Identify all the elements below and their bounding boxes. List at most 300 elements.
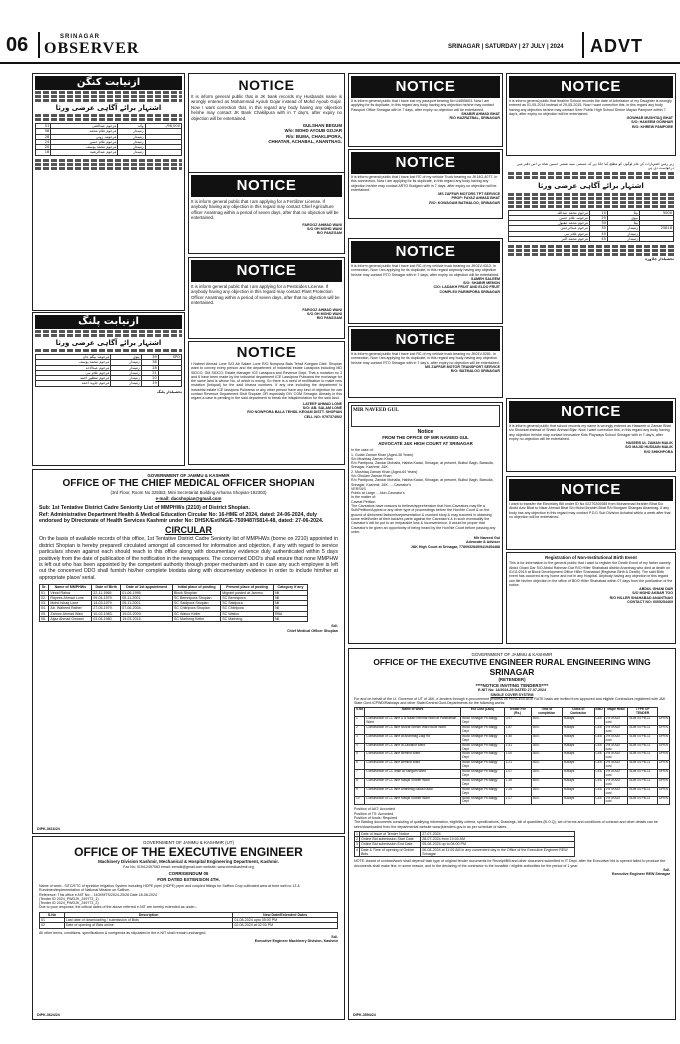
table-cell: مرحوم محمد مقبول [509,221,590,226]
table-cell: بیوی [607,215,639,220]
table-cell: CEE [594,787,604,796]
table-cell [158,381,181,386]
table-cell: Aijaz Ahmad Gewani [49,617,92,622]
table-cell: 2 [355,726,365,735]
brand-top: SRINAGAR [60,34,101,40]
table-cell: 2% of AAT cost [604,761,628,770]
table-cell: SC Saidpora Shopian [172,601,220,606]
table-cell: 19-03-2009. [121,611,173,616]
column-header: Class of Contractor [562,708,594,717]
table-cell: Online Bid submission Start Date [360,837,421,842]
notice-birth-registration [506,552,676,644]
advocate-name: MIR NAVEED GUL [353,407,399,413]
table-cell: 90days [562,752,594,761]
table-cell: Block Srinagar Pb Ballgy Dept [461,761,505,770]
office-address: (3rd Floor, Room No 325/B3, Mini Secretariat Building Arhama Shopian-192303) [110,490,267,496]
table-cell: 1.50 [504,734,531,743]
notice-body: It is inform general public that I am applying for a Fertilizer License. If anybody having any objection in this regard may contact Chief Agriculture officer Anantnag within a period of seven days, after that no objection will be entertained. [191,199,339,221]
notice-signature: GOWHAR MUSHTAQ BHAT S/O: HAKEEM GOWHAR R/O: KHREW PAMPORE [626,116,673,129]
notice-body: It is inform general public that Ibrahim School records the date of Admission of my Daughter is wrongly entered as 01-05-2014 instead of 29-05-2015. Now I want correction this, in this regard any body having any objection he/she may contact Seer Public High School Shrine Mayan Pampore within 7 day's, after expiry no objection will be entertained. [509,99,672,116]
table-cell: Block Srinagar Pb Ballgy Dept [461,717,505,726]
table-cell: Block Srinagar Pb Ballgy Dept [461,734,505,743]
table-cell: 58 [36,129,51,134]
table-cell: OPEN [657,761,669,770]
table-cell: Block Shopian [172,590,220,595]
tender-signature: Sd/- Executive Engineer REW Srinagar [611,867,670,877]
table-cell: 1 [355,717,365,726]
table-cell: CEE [594,717,604,726]
table-cell: 25 [590,215,608,220]
table-cell: 39 [141,355,158,360]
urdu-intro: زیر زمین اشتہارات کے عام لوگوں کو مطلع کیا جاتا ہے کہ مسمی سید ضمیر حسین شاہ نے اس دفتر میں درخواست دی ہے [516,162,674,171]
corrigendum-signature: Sd/- Executive Engineer Machinery Division, Kashmir [254,934,338,944]
cmo-shopian-circular [32,469,345,834]
cover-system: SINGLE COVER SYSTEM [490,692,534,697]
table-cell: 2 [356,837,358,842]
table-cell: 38 [141,360,158,365]
table-cell: مرحوم منظور احمد [36,376,111,381]
table-cell: OPEN [657,743,669,752]
dipk-number: DIPK-3594/24 [353,1012,376,1017]
nit-heading: ****NOTICE INVITING TENDERS**** [475,682,549,688]
urdu-signature: تحصیلدار چاڈورہ [645,257,674,262]
notice-body: In the case of: 1. Gulab Zaman Khan (Aged-36 Years) S/o Mushtaq Zaman Khan R/o Pantipora, Zandar Mohalla, Habba Kadal, Srinagar, at present, Bulbul Bagh, Baraulla, Srinagar, Kashmir, J&K. 2. Mushtaq Zaman Khan (Aged-64 Years) S/o Ghulam Zaman Khan R/o Pantipora, Zandar Mohalla, Habba Kadal, Srinagar, at present, Bulbul Bagh, Barsulla, Srinagar, Kashmir, J&K. ....Caveator's VERSUS Public at Large ....Non-Caveator's In the matter of: Caveat Petition The Caveators have reasons to believe/apprehension that Non-Caveators may file a Suit/Petition/Appeal or any other type of proceedings before the Hon'ble Court & on the ground of dishonest facts/misrepresentation & crooked story & may succeed in obtaining some relief/order at their back/ex-parte against the Caveator's & in such eventuality the Caveator's will be put to an irreparable loss & inconvenience. It would be proper that Caveator's be given an opportunity of being heard by the Hon'ble Court before passing any order. [351,448,496,534]
table-cell: زمیندار [118,145,145,150]
table-cell: 300/- [531,761,562,770]
table-cell: 2% of AAT cost [604,726,628,735]
table-cell: مرحوم غلام نبی [36,370,111,375]
column-header: S.No [40,912,65,917]
notice-heading: Notice [417,429,434,435]
table-cell: CEE [594,761,604,770]
table-cell: SC Watloo [221,611,274,616]
notice-body: It is inform general public that I have lost my passport bearing No U4855603. Now I am applying for its duplicate, in this regard any body having any objection he/she may contact Passport Office Srinagar with in 7 days, after expiry no objection will be entertained. [351,99,494,112]
table-cell [145,150,181,155]
table-cell: 6 [355,761,365,770]
table-cell: 90days [562,726,594,735]
table-cell: 02 [40,923,65,928]
table-cell: SC Marheng [221,617,274,622]
table-cell: مرحومہ زونی [51,134,118,139]
table-cell: 04. [40,606,49,611]
table-cell: 300/- [531,734,562,743]
table-cell: مرحومہ بیگم جان [36,355,111,360]
table-cell: 2% of AAT cost [604,787,628,796]
column-header: Present place of posting [221,585,274,590]
table-cell: SDM 04 PB-11 [628,734,658,743]
table-cell: زمیندار [118,134,145,139]
table-cell: مرحوم عبدالرشید [51,150,118,155]
table-cell: 1.39 [504,778,531,787]
retender-label: (RETENDER) [498,677,526,683]
corrigendum-heading: CORRIGENDUM 05 [168,871,209,877]
schedule-table [354,831,575,857]
table-cell: 20 [141,376,158,381]
table-cell: 01-08-2024 upto 05:00 PM [233,918,338,923]
column-header: Sr. [40,585,49,590]
table-cell: 05. [40,611,49,616]
table-cell: 4 [355,847,360,857]
table-row [355,787,670,796]
table-cell: 2% of AAT cost [604,717,628,726]
table-cell: 45 [590,237,608,242]
table-cell: 25818 [639,226,673,231]
table-cell: 18 [36,150,51,155]
table-cell: SC Marheng Keller [172,617,220,622]
table-cell: زمیندار [607,237,639,242]
urdu-text-lines [35,91,182,94]
table-cell: Ab. Waheed Rather [49,606,92,611]
table-cell: مرحومہ غلام حسن [509,215,590,220]
table-cell: مرحوم محمد اکبر [509,237,590,242]
table-cell: 9 [355,787,365,796]
notice-signature: FAROOZ AHMAD WANI S/O GH MOHD WANI R/O PANZGAM [302,307,342,321]
notice-signature: FAROOZ AHMAD WANI S/O GH MOHD WANI R/O PANZGAM [302,222,342,236]
table-cell: SC Chitripora Shopian [172,606,220,611]
table-cell: 90days [562,717,594,726]
table-cell: 40 [590,231,608,236]
table-cell: 90days [562,796,594,805]
column-header: Time of completion [531,708,562,717]
table-cell: Construction of CC lane Nusrat Sheikh Ward Bulle Ward [365,726,461,735]
table-cell: 03-04-1980. [92,617,121,622]
column-header: Date of Birth [92,585,121,590]
table-row [40,923,338,928]
urdu-heirs-table [35,354,182,387]
table-row [355,847,575,857]
column-header: Description [64,912,233,917]
tender-note: NOTE: Award of contract/work shall depend/ task type of original tender documents for Receipt/Bill and other document submitted in IT Dept. after the Executive/ bid is opened failed to produce the documents shall make fine, in some reason, and to the declaring of the contractor to the bonafide / eligible authorities for the period of 1 year. [354,859,666,868]
table-cell: Date & Time of opening of Online Bids [360,847,421,857]
table-cell: زمیندار [111,360,141,365]
notice-signature: SAMEH SALEEM S/O: SHABIR MEMON C/O: LADAKH FRUIT AND ELDO FRUIT COMPLEX PARIMPORA SRINAGAR [433,276,500,294]
notice-school-name-correction [506,398,676,472]
dateline: SRINAGAR | SATURDAY | 27 JULY | 2024 [448,44,564,50]
column-header: Name of Work [365,708,461,717]
table-cell: 28 [141,365,158,370]
table-cell: SC Bemnipora Shopian [172,595,220,600]
header-divider [38,32,40,58]
table-cell: Construction of CC lane at Anantnag Zaqi Rd [365,734,461,743]
table-cell: مرحوم غلام حسن [51,139,118,144]
nit-number: E-NIT No: 14/2024-25 DATED 27-07-2024 [477,688,547,693]
table-cell: 96,000/- [145,124,181,129]
table-cell: Block Srinagar Pb Ballgy Dept [461,778,505,787]
table-cell: Construction of CC lane Masjid Sharief Ward [365,796,461,805]
table-cell: زمیندار [111,370,141,375]
circular-heading: CIRCULAR [165,525,212,536]
table-cell: Mohd Ishaq Lone [49,601,92,606]
table-cell: 10 [355,796,365,805]
gov-title: GOVERNMENT OF JAMMU & KASHMIR [147,473,230,478]
column-header: Major Head [604,708,628,717]
table-cell: 1.07 [504,770,531,779]
notice-body: It is inform general public that I am applying for a Pesticides License. If anybody having any objection in this regard may contact Plant Protection Officer Anantnag within a period of seven days, after that no objection will be entertained. [191,284,340,306]
table-cell: SDM 04 PB-11 [628,761,658,770]
division-title: Machinery Division Kashmir, Mechanical & Hospital Engineering Department, Kashmir. [98,859,279,865]
table-cell: 300/- [531,770,562,779]
table-cell: OPEN [657,752,669,761]
table-cell: Block Srinagar Pb Ballgy Dept [461,796,505,805]
table-cell: مرحوم عبدالاحد [36,365,111,370]
tender-intro: For and on behalf of the Lt. Governor of UT of J&K, e-tenders through e-procurement process on PERCENTAGE RATE basis are invited from approved and eligible Contractors registered with J&K State Govt./CPWD/Railways and other State/Central Govt.Departments for the following works: [354,696,666,706]
extension-table [39,912,338,929]
column-header: Name of MMPHWs [49,585,92,590]
brand-name: OBSERVER [44,40,140,57]
table-cell: مرحوم محمد یوسف [51,145,118,150]
notice-title: NOTICE [509,76,673,98]
table-cell: زمیندار [111,381,141,386]
table-cell: 20 [36,145,51,150]
notice-signature: MS ZAFFAR MOTORS TPT SERVICE PROP: FAYAZ AHMAD BHAT R/O: KOWAGAM BATMALOO, SRINAGAR [429,192,500,205]
table-cell: SPO [158,355,181,360]
table-cell: مرحوم محمد یوسف [36,360,111,365]
table-cell: SDM 04 PB-11 [628,770,658,779]
table-cell: مرحوم عبدالغنی [51,124,118,129]
table-cell: 1.07 [504,796,531,805]
table-cell: 8 [355,778,365,787]
table-cell: Last date of downloading / submission of Bids [64,918,233,923]
urdu-notice-pulwama [32,312,185,466]
table-cell: 90days [562,770,594,779]
notice-title: NOTICE [351,76,500,98]
table-cell: OPEN [657,778,669,787]
table-cell: SDM 04 PB-11 [628,752,658,761]
table-cell: 28 [36,134,51,139]
dipk-number: DIPK-3624/24 [37,1012,60,1017]
table-cell: 19 [141,381,158,386]
table-cell: 10 [590,210,608,215]
table-cell: زمیندار [118,139,145,144]
table-cell: Online Bid submission End Date [360,842,421,847]
table-cell: 1.25 [504,787,531,796]
table-cell: بیٹا [607,221,639,226]
table-cell: Date of opening of Bids online [64,923,233,928]
table-cell: 30 [590,221,608,226]
notice-from: FROM THE OFFICE OF MIR NAVEED GUL ADVOCATE J&K HIGH COURT AT SRINAGAR [378,435,473,446]
table-row [509,237,674,242]
table-cell: 05-11-2001. [121,595,173,600]
column-header: EMD [594,708,604,717]
table-cell: 3 [356,842,358,847]
notice-lost-rc-jk14g [348,149,503,219]
table-cell: 2% of AAT cost [604,770,628,779]
table-cell: Block Srinagar Pb Ballgy Dept [461,752,505,761]
notice-body: It is inform general public that school records my name is wrongly entered as Hasseeb ul Zaman Bhat s/o Showkat instead of Shakir Ahmad Bijar. Now I want correction this, in this regard any body having any objection he/she may contact Innovative Kids Playways School Srinagar with in 7 day's, after expiry no objection will be entertained. [509,424,671,441]
table-cell: 1 [356,831,358,836]
table-cell: SC Saidpora [221,601,274,606]
table-cell: بیوی [111,355,141,360]
urdu-title: ازنیابت پلنگ [35,315,182,329]
advocate-banner [351,405,500,427]
table-cell: 300/- [531,743,562,752]
table-cell: 02-08-2024 at 02:00 PM [233,923,338,928]
table-cell: Construction of CC lane at Zainakot Ward [365,743,461,752]
circular-body: On the basis of available records of this office, 1st Tentative District Cadre Seniority list of MMPHWs (borne on 2210) appointed in district Shopian is hereby prepared/ circulated amongst all concerned for information and objection, if any with regard to service particulars shown against each should reach to this office along with documentary evidence duly authenticated within 5 days positively from the date of publication of the notification in the newspapers. The concerned DDO's shall ensure that none MMPHW is left out who has been appointed by the competent authority through proper mechanism and in case any such employee is left out the concerned DDO shall furnish his/her complete biodata along with documentary evidence in order to include him/her at appropriate place/ serial. [39,536,338,581]
urdu-subtitle: اشتہار برائے آگاہی عرضی ورثا [538,181,644,190]
notice-title: NOTICE [509,401,673,423]
table-cell: بیٹا [607,210,639,215]
table-cell: 90days [562,743,594,752]
gov-title: GOVERNMENT OF JAMMU & KASHMIR (UT) [143,840,234,845]
notice-body: I want to transfer the Electricity Bill under ID No 02270200085 from Mohammad Ibrahim Bhat S/o Abdul Aziz Bhat to Nisar Ahmad Bhat S/o Mohd Ibrahim Bhat R/o Bongam Shangas Anantnag. If any body has any objection in this regard may contact P.D.D Sub Division Achabal within a week after that no objection will be entertained. [509,502,671,519]
office-title: OFFICE OF THE EXECUTIVE ENGINEER [74,845,303,860]
table-cell: OPEN [657,787,669,796]
column-header: Tender Fee (Rs.) [504,708,531,717]
table-cell: 05-11-2001. [121,601,173,606]
table-cell: 300/- [531,752,562,761]
notice-signature: Mir Naveed Gul Advocate & Advisor J&K High Court at Srinagar, 7780932845/9419454488 [410,536,500,549]
urdu-heirs-table [508,210,674,243]
table-row [355,778,670,787]
table-cell: 90days [562,734,594,743]
table-cell: 4 [355,743,365,752]
notice-title: NOTICE [351,241,500,263]
notice-title: NOTICE [236,344,297,361]
table-row [40,617,308,622]
notice-title: NOTICE [238,77,295,93]
table-cell: 09-04-1979. [92,595,121,600]
notice-signature: HASEEB UL ZAMAN MALIK S/O MAJID HUSSAIN MALIK R/O SHIKHPORA [625,441,673,454]
table-cell: SDM 04 PB-11 [628,717,658,726]
table-cell: 1.41 [504,743,531,752]
table-cell: 2% of AAT cost [604,778,628,787]
table-cell: Nil [273,590,307,595]
table-row [36,150,182,155]
tender-notes: Position of AAT: Accorded Position of TS: Accorded Position of funds: Required The Bidding documents consisting of qualifying information, eligibility criteria, specifications, Drawings, bill of quantities (B.O.Q), set of terms and conditions of contract and other details can be seen/downloaded from the departmental website www.jktenders.gov.in as per schedule of dates. [354,807,658,829]
table-cell: CEE [594,778,604,787]
column-header: TYPE OF TENDER [628,708,658,717]
table-cell: Construction of CC lane Masjid Sharief Ward [365,778,461,787]
table-cell: Block Srinagar Pb Ballgy Dept [461,787,505,796]
table-cell: 1.87 [504,726,531,735]
table-cell: OPEN [657,734,669,743]
table-cell: Block Srinagar Pb Ballgy Dept [461,770,505,779]
table-cell: RBA [273,611,307,616]
urdu-title: ازنیابت کنگن [35,76,182,90]
table-cell: 300/- [531,796,562,805]
table-cell: SC Bemnipora [221,595,274,600]
table-cell: CEE [594,752,604,761]
table-cell: زمیندار [607,231,639,236]
column-header: S.No [355,708,365,717]
table-cell: 19-03-2015. [121,617,173,622]
column-header: Initial place of posting [172,585,220,590]
table-cell: مرحوم غلام محمد [51,129,118,134]
table-row [36,381,182,386]
urdu-subtitle: اشتہار برائے آگاہی عرضی ورثا [55,104,162,112]
table-cell: Block Srinagar Pb Ballgy Dept [461,726,505,735]
table-cell: زمیندار [118,129,145,134]
table-cell: OPEN [657,770,669,779]
gov-title: GOVERNMENT OF JAMMU & KASHMIR [471,652,553,657]
table-cell: 500/- [531,778,562,787]
ee-machinery-corrigendum [32,836,345,1020]
notice-title: NOTICE [351,329,500,351]
table-cell: 22-11-1969. [92,590,121,595]
table-cell: 2% of AAT cost [604,796,628,805]
table-cell: OPEN [657,717,669,726]
table-cell: Construction of CC lane & B Nalah Rehmat Wani at Pandrathan Ward [365,717,461,726]
table-cell: 02. [40,595,49,600]
table-cell: Nil [273,617,307,622]
table-cell: Rayees Ahmad Lone [49,595,92,600]
notice-electricity-transfer [506,476,676,550]
urdu-notice-kangan [32,73,185,311]
table-cell: 300/- [531,717,562,726]
table-cell: Vinod Raina [49,590,92,595]
table-cell: 27-07-2024 [421,831,575,836]
table-cell: 35 [590,226,608,231]
table-cell [639,237,673,242]
table-cell: CEE [594,743,604,752]
notice-body: I Nabeel Ahmad Lone S/O Ab Salam Lone R/O Nowpora Bala Tehsil Koegam Distt. Shopian want to convey every person and the department of industrial estate Lassipora including MD SIDCO, GM SIDCO, Estate Manager ICE Lassipora and Revenue Dept. That a mutation no 3 and 6 have been made by the industrial department ICE Lassipora Pulwama the exchange for the same land is whose No. of which is wrong. So there is a need of rectification to make new mutation (Intiqual) for the said khasra numbers. If any one including the department is industrial estate ICE lassipora Pulwama or any other person have any kind of objection he can contact Revenue Department Distt Shopian OR especially DIV COM Srinagar. Already in this regard a case is pending in the said department to break the intiqal/mutation for the said land. [191,362,342,401]
dipk-number: DIPK-3616/24 [37,826,60,831]
page-number: 06 [6,34,29,56]
table-cell: 21 [141,370,158,375]
table-cell: مرحوم غلام نبی [509,231,590,236]
table-cell: والد [118,124,145,129]
table-cell: CEE [594,734,604,743]
column-header: Est Cost (Lacs) [461,708,505,717]
table-cell: 0.97 [504,717,531,726]
table-cell: SC Chitripora [221,606,274,611]
table-cell: 7 [355,770,365,779]
table-cell: 2% of AAT cost [604,743,628,752]
notice-signature: LATEEF AHMAD LONE S/O: AB. SALAM LONE R/O NOWPORA BALA TEHSIL KEGAM DISTT. SHOPIAN CELL NO: 9797374902 [247,401,342,419]
table-cell: زمیندار [607,226,639,231]
court-caveat-notice [348,402,503,644]
section-label: ADVT [590,36,643,56]
table-cell: Nil [273,601,307,606]
rew-srinagar-tender [348,648,676,1020]
table-row [355,734,670,743]
table-cell: 01-06-1995. [121,590,173,595]
table-cell: 01 [40,918,65,923]
notice-body: It is inform general public that I have lost RC of my vehicle truck bearing no JK01V-4313. In connection, Now I am applying for its duplicate, in this regard anybody having any objection he/she may contact RTO Srinagar with in 7 days, after expiry no objection will be entertained. [351,264,500,277]
table-cell: Nil [273,606,307,611]
table-cell: 3 [355,734,365,743]
page-header [0,0,680,64]
notice-title: NOTICE [191,260,342,282]
table-cell: OPEN [657,726,669,735]
circular-reference: Ref: Administrative Department Health & Medical Education Circular No: 16-HME of 2024, dated: 24-06-2024, duly endorsed by Directorate of Health Services Kashmir under No: DHSK/Est/NG/E-7509487/5814-48, dated: 27-06-2024. [39,511,324,525]
table-cell: Zahoor Ahmad Wani [49,611,92,616]
table-cell: مرحوم جاوید احمد [36,381,111,386]
notice-title: Registration of Non-Institutional Birth Event [545,555,637,560]
table-cell: Block Srinagar Pb Ballgy Dept [461,743,505,752]
table-row [355,796,670,805]
urdu-notice-col4 [506,160,676,394]
notice-signature: MS ZAFFAR MOTOR TRANSPORT SERVICE R/O: BATMALOO SRINAGAR [425,364,500,374]
table-cell: 5000 [639,210,673,215]
table-cell: زمیندار [111,376,141,381]
notice-body: It is inform general public that I have lost RC of my vehicle Truck bearing no JK14G-4077. In this connection, Now I am applying for its duplicate, in this regard any body having any objection he/she may contact ARTO Budgam with in 7 days, after expiry no objection will be entertained. [351,175,498,192]
table-cell: 24 [36,139,51,144]
table-cell: Construction of CC lane Anantnag Saida Kadal [365,787,461,796]
corrigendum-body: Name of work:- SITC/ETC of sprinkler irrigation System including HDPE pipe/ (HDPE) pipe/ and coupled fittings for Saffron Crop cultivated area at bore well no 13 & Rundmen/implementation of National Mission on Saffron. Reference: This office e-NIT No: - 14Of/MTS/2024-25/26 Date 18-06-2024 (Tender ID 2024_PWDJK_249773_1) (Tender ID 2024_PWDJK_249773_2) Due to poor response, the critical dates of the above referred e-NIT are hereby extended as under:- [39,883,300,910]
notice-pesticide-license [188,257,345,339]
table-cell: CEE [594,770,604,779]
corrigendum-footer: All other terms, conditions, specifications & corrigenda as stipulated in the e-NIT shall remain unchanged. [39,930,207,935]
table-cell: Construction of CC lane Bemina Ward [365,752,461,761]
table-cell: Construction of CC drain at Sangam Ward [365,770,461,779]
table-cell: Construction of CC lane Bemina Ward [365,761,461,770]
table-cell: SDM 04 PB-11 [628,778,658,787]
table-cell: زمیندار [118,150,145,155]
notice-body: This is for information to the general public that I want to register the Death Event of my father namely Abdul Ghani Dar S/O Abdul Rahman Dar R/O Hiller Shahabad district Anantnag who died at death on 01/11/2019 at Block Development Office Hiller Shahabad (Registrar Birth & Death). The said Birth event has occurred at my home and not in any Hospital. Anybody having any objection in this regard can file his/her objection in the office of BDO Hiller Shahabad within 07 days from the publication of the notice. [509,561,673,587]
table-cell: 06. [40,617,49,622]
